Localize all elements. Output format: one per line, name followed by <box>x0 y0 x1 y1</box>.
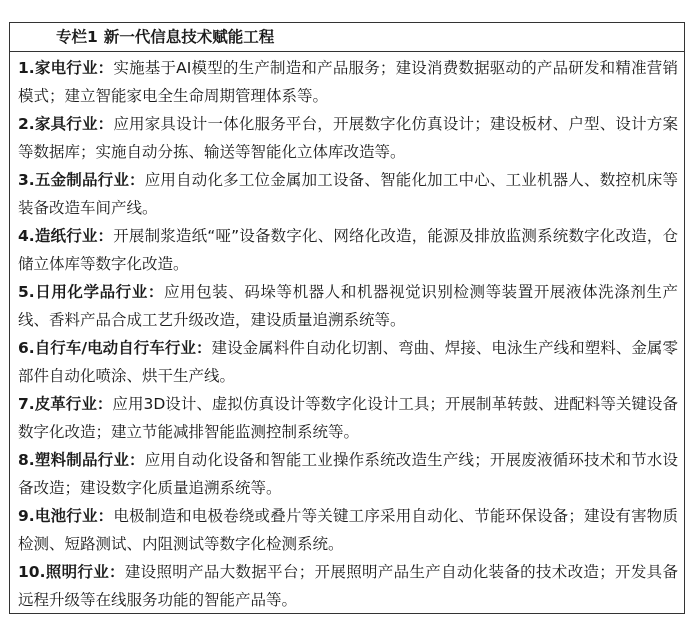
list-item-furniture <box>18 110 678 166</box>
item-text: 应用自动化多工位金属加工设备、智能化加工中心、工业机器人、数控机床等装备改造车间产线。 <box>18 171 678 217</box>
item-name: 五金制品行业： <box>34 171 145 189</box>
item-list <box>10 52 684 614</box>
item-number: 8. <box>18 451 35 469</box>
column-label: 专栏1 <box>56 28 98 46</box>
column-title: 新一代信息技术赋能工程 <box>103 28 275 46</box>
item-name: 皮革行业： <box>34 395 113 413</box>
item-number: 6. <box>18 339 35 357</box>
item-text: 电极制造和电极卷绕或叠片等关键工序采用自动化、节能环保设备；建设有害物质检测、短路测试、内阻测试等数字化检测系统。 <box>18 507 678 553</box>
column-header <box>10 23 684 52</box>
item-number: 2. <box>18 115 35 133</box>
item-name: 家具行业： <box>34 115 114 133</box>
item-text: 建设金属料件自动化切割、弯曲、焊接、电泳生产线和塑料、金属零部件自动化喷涂、烘干生产线。 <box>18 339 678 385</box>
item-number: 7. <box>18 395 35 413</box>
item-number: 5. <box>18 283 35 301</box>
item-name: 家电行业： <box>34 59 114 77</box>
item-text: 应用自动化设备和智能工业操作系统改造生产线；开展废液循环技术和节水设备改造；建设数字化质量追溯系统等。 <box>18 451 678 497</box>
column-box <box>9 22 685 614</box>
item-name: 自行车/电动自行车行业： <box>34 339 212 357</box>
item-text: 建设照明产品大数据平台；开展照明产品生产自动化装备的技术改造；开发具备远程升级等在线服务功能的智能产品等。 <box>18 563 678 609</box>
item-name: 电池行业： <box>34 507 114 525</box>
item-name: 照明行业： <box>45 563 125 581</box>
list-item-hardware <box>18 166 678 222</box>
item-text: 应用包装、码垛等机器人和机器视觉识别检测等装置开展液体洗涤剂生产线、香料产品合成工艺升级改造，建设质量追溯系统等。 <box>18 283 678 329</box>
item-name: 造纸行业： <box>34 227 114 245</box>
list-item-lighting <box>18 558 678 614</box>
list-item-appliance <box>18 54 678 110</box>
item-number: 4. <box>18 227 35 245</box>
item-number: 9. <box>18 507 35 525</box>
list-item-leather <box>18 390 678 446</box>
list-item-chemicals <box>18 278 678 334</box>
item-name: 日用化学品行业： <box>34 283 164 301</box>
item-number: 3. <box>18 171 35 189</box>
item-number: 1. <box>18 59 35 77</box>
item-text: 实施基于AI模型的生产制造和产品服务；建设消费数据驱动的产品研发和精准营销模式；建立智能家电全生命周期管理体系等。 <box>18 59 678 105</box>
item-name: 塑料制品行业： <box>34 451 145 469</box>
list-item-plastics <box>18 446 678 502</box>
item-text: 开展制浆造纸“哑”设备数字化、网络化改造，能源及排放监测系统数字化改造，仓储立体库等数字化改造。 <box>18 227 678 273</box>
item-text: 应用3D设计、虚拟仿真设计等数字化设计工具；开展制革转鼓、进配料等关键设备数字化改造；建立节能减排智能监测控制系统等。 <box>18 395 678 441</box>
list-item-bicycle <box>18 334 678 390</box>
list-item-battery <box>18 502 678 558</box>
item-number: 10. <box>18 563 46 581</box>
list-item-paper <box>18 222 678 278</box>
item-text: 应用家具设计一体化服务平台，开展数字化仿真设计；建设板材、户型、设计方案等数据库；实施自动分拣、输送等智能化立体库改造等。 <box>18 115 678 161</box>
